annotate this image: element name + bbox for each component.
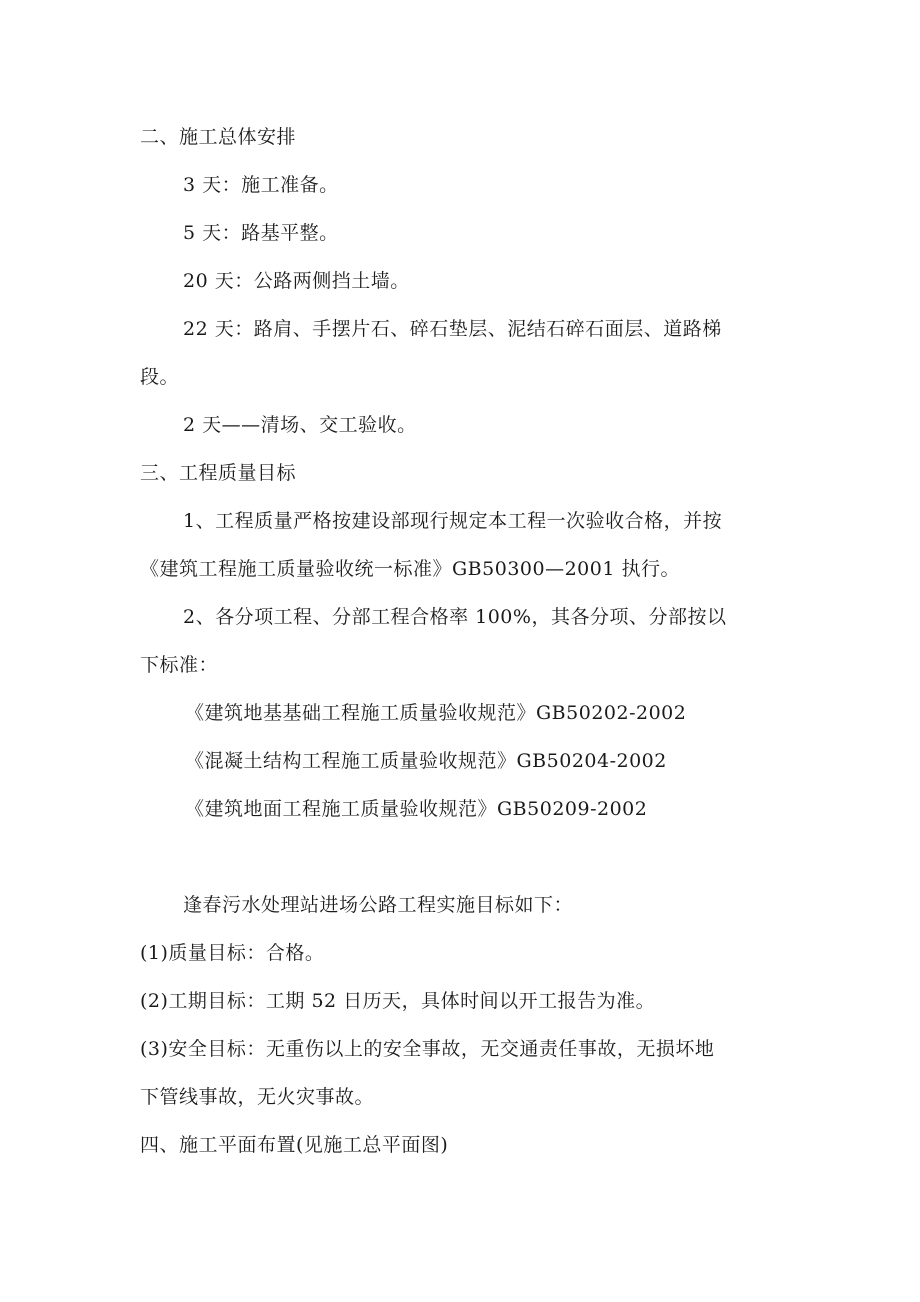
- standard-item: 《建筑地面工程施工质量验收规范》GB50209-2002: [185, 798, 648, 820]
- section-4-heading: 四、施工平面布置(见施工总平面图): [140, 1134, 449, 1156]
- quality-paragraph-2-continuation: 下标准：: [140, 654, 219, 676]
- section-2-heading: 二、施工总体安排: [140, 126, 297, 148]
- goals-intro: 逢春污水处理站进场公路工程实施目标如下：: [183, 894, 574, 916]
- goal-safety: (3)安全目标：无重伤以上的安全事故，无交通责任事故，无损坏地: [140, 1038, 715, 1060]
- schedule-item-continuation: 段。: [140, 366, 180, 388]
- goal-quality: (1)质量目标：合格。: [140, 942, 325, 964]
- standard-item: 《建筑地基基础工程施工质量验收规范》GB50202-2002: [185, 702, 687, 724]
- quality-paragraph-2: 2、各分项工程、分部工程合格率 100%，其各分项、分部按以: [183, 606, 727, 628]
- section-3-heading: 三、工程质量目标: [140, 462, 297, 484]
- schedule-item: 2 天——清场、交工验收。: [183, 414, 417, 436]
- quality-paragraph-1: 1、工程质量严格按建设部现行规定本工程一次验收合格，并按: [183, 510, 723, 532]
- schedule-item: 5 天：路基平整。: [183, 222, 339, 244]
- schedule-item: 3 天：施工准备。: [183, 174, 339, 196]
- schedule-item: 20 天：公路两侧挡土墙。: [183, 270, 410, 292]
- goal-safety-continuation: 下管线事故，无火灾事故。: [140, 1086, 375, 1108]
- schedule-item: 22 天：路肩、手摆片石、碎石垫层、泥结石碎石面层、道路梯: [183, 318, 722, 340]
- quality-paragraph-1-continuation: 《建筑工程施工质量验收统一标准》GB50300—2001 执行。: [140, 558, 680, 580]
- standard-item: 《混凝土结构工程施工质量验收规范》GB50204-2002: [185, 750, 667, 772]
- goal-schedule: (2)工期目标：工期 52 日历天，具体时间以开工报告为准。: [140, 990, 656, 1012]
